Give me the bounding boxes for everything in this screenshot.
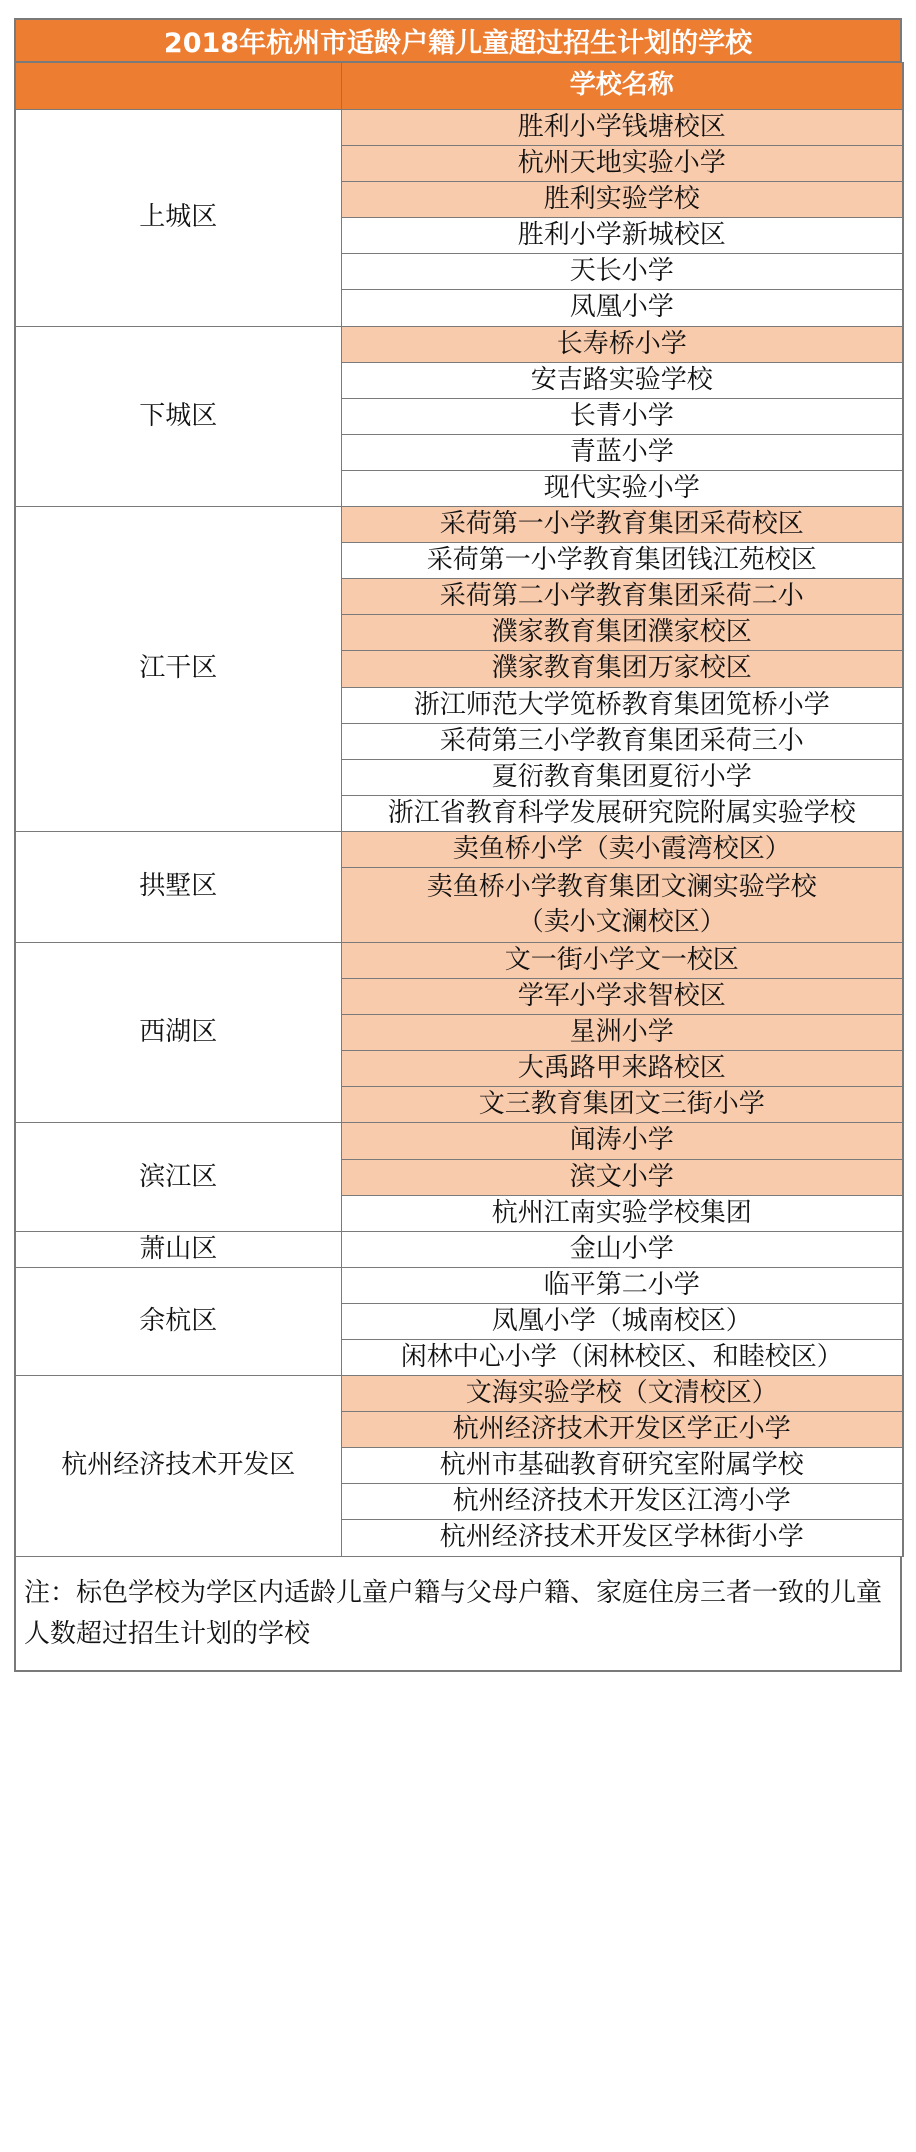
school-name-cell: 长寿桥小学 <box>341 326 903 362</box>
district-cell: 滨江区 <box>15 1123 341 1231</box>
school-name-cell: 凤凰小学（城南校区） <box>341 1303 903 1339</box>
school-name-cell: 长青小学 <box>341 398 903 434</box>
district-cell: 余杭区 <box>15 1267 341 1375</box>
table-row <box>15 1123 903 1159</box>
school-name-cell: 胜利小学钱塘校区 <box>341 110 903 146</box>
district-cell: 下城区 <box>15 326 341 506</box>
school-name-cell: 滨文小学 <box>341 1159 903 1195</box>
district-cell: 上城区 <box>15 110 341 327</box>
school-name-cell: 临平第二小学 <box>341 1267 903 1303</box>
table-row <box>15 1267 903 1303</box>
district-cell: 杭州经济技术开发区 <box>15 1376 341 1556</box>
school-name-cell: 大禹路甲来路校区 <box>341 1051 903 1087</box>
footnote: 注：标色学校为学区内适龄儿童户籍与父母户籍、家庭住房三者一致的儿童人数超过招生计划的学校 <box>14 1557 902 1672</box>
school-table-sheet <box>14 18 902 1672</box>
school-name-cell: 闻涛小学 <box>341 1123 903 1159</box>
school-name-cell: 濮家教育集团万家校区 <box>341 651 903 687</box>
school-name-cell: 采荷第二小学教育集团采荷二小 <box>341 579 903 615</box>
school-name-cell: 学军小学求智校区 <box>341 979 903 1015</box>
school-name-cell: 文一街小学文一校区 <box>341 942 903 978</box>
school-name-cell: 濮家教育集团濮家校区 <box>341 615 903 651</box>
district-cell: 江干区 <box>15 507 341 832</box>
table-row <box>15 942 903 978</box>
school-name-cell: 杭州江南实验学校集团 <box>341 1195 903 1231</box>
school-table <box>14 62 904 1557</box>
school-name-cell: 凤凰小学 <box>341 290 903 326</box>
school-name-cell: 杭州天地实验小学 <box>341 146 903 182</box>
header-school-name: 学校名称 <box>341 63 903 110</box>
table-row <box>15 1231 903 1267</box>
school-name-cell: 胜利小学新城校区 <box>341 218 903 254</box>
school-name-cell: 天长小学 <box>341 254 903 290</box>
school-name-cell: 采荷第一小学教育集团钱江苑校区 <box>341 543 903 579</box>
table-body <box>15 110 903 1557</box>
school-name-cell: 夏衍教育集团夏衍小学 <box>341 759 903 795</box>
table-row <box>15 831 903 867</box>
table-row <box>15 1376 903 1412</box>
table-row <box>15 507 903 543</box>
school-name-cell: 浙江师范大学笕桥教育集团笕桥小学 <box>341 687 903 723</box>
school-name-cell: 杭州市基础教育研究室附属学校 <box>341 1448 903 1484</box>
school-name-cell: 杭州经济技术开发区学正小学 <box>341 1412 903 1448</box>
school-name-cell: 胜利实验学校 <box>341 182 903 218</box>
school-name-cell: 青蓝小学 <box>341 434 903 470</box>
table-title: 2018年杭州市适龄户籍儿童超过招生计划的学校 <box>14 18 902 62</box>
school-name-cell: 闲林中心小学（闲林校区、和睦校区） <box>341 1340 903 1376</box>
school-name-cell: 卖鱼桥小学（卖小霞湾校区） <box>341 831 903 867</box>
school-name-cell: 金山小学 <box>341 1231 903 1267</box>
district-cell: 萧山区 <box>15 1231 341 1267</box>
school-name-cell: 星洲小学 <box>341 1015 903 1051</box>
district-cell: 拱墅区 <box>15 831 341 942</box>
school-name-cell: 安吉路实验学校 <box>341 362 903 398</box>
school-name-cell: 现代实验小学 <box>341 470 903 506</box>
district-cell: 西湖区 <box>15 942 341 1122</box>
school-name-cell: 浙江省教育科学发展研究院附属实验学校 <box>341 795 903 831</box>
school-name-cell: 文海实验学校（文清校区） <box>341 1376 903 1412</box>
school-name-cell: 采荷第三小学教育集团采荷三小 <box>341 723 903 759</box>
header-row <box>15 63 903 110</box>
school-name-cell: 采荷第一小学教育集团采荷校区 <box>341 507 903 543</box>
school-name-cell: 杭州经济技术开发区学林街小学 <box>341 1520 903 1556</box>
header-district <box>15 63 341 110</box>
table-row <box>15 326 903 362</box>
school-name-cell: 文三教育集团文三街小学 <box>341 1087 903 1123</box>
table-row <box>15 110 903 146</box>
school-name-cell: 杭州经济技术开发区江湾小学 <box>341 1484 903 1520</box>
school-name-cell: 卖鱼桥小学教育集团文澜实验学校 （卖小文澜校区） <box>341 867 903 942</box>
